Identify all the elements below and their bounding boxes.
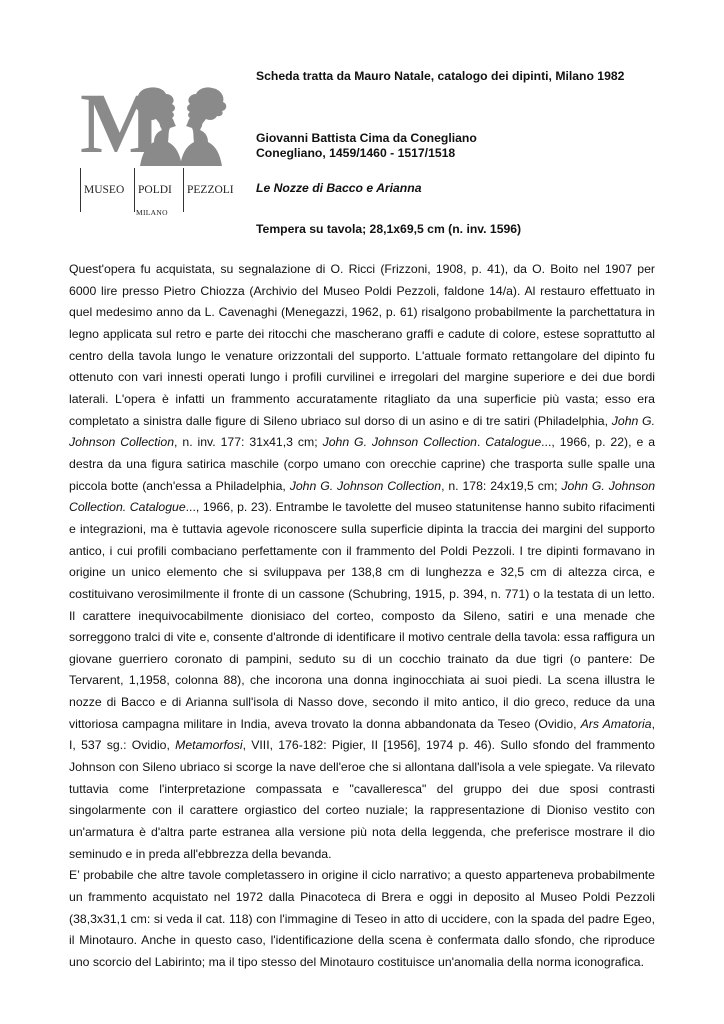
logo-word-museo: MUSEO [80,168,124,212]
artwork-title [256,181,421,197]
museum-logo [80,75,240,224]
logo-city: MILANO [136,208,168,217]
text-run: ..., 1966, p. 23). Entrambe le tavolette del museo statunitense hanno subito rifacimenti e integrazioni, ma è tuttavia agevole riconoscere sulla superficie dipinta la traccia dei margini del supporto antico, i cui profili combaciano perfettamente con il frammento del Poldi Pezzoli. I tre dipinti formavano in origine un unico elemento che si sviluppava per 138,8 cm di lunghezza e 32,5 cm di altezza circa, e costituivano verosimilmente il fronte di un cassone (Schubring, 1915, p. 394, n. 771) o la testata di un letto. Il carattere inequivocabilmente dionisiaco del corteo, composto da Sileno, satiri e una menade che sorreggono tralci di vite e, consente d'altronde di identificare il motivo centrale della tavola: essa raffigura un giovane guerriero coronato di pampini, seduto su di un cocchio trainato da due tigri (o pantere: De Tervarent, 1,1958, colonna 88), che incorona una donna inginocchiata ai suoi piedi. La scena illustra le nozze di Bacco e di Arianna sull'isola di Nasso dove, secondo il mito antico, il dio greco, reduce da una vittoriosa campagna militare in India, aveva trovato la donna abbandonata da Teseo (Ovidio, [69,500,655,731]
text-run: , VIII, 176-182: Pigier, II [1956], 1974 p. 46). Sullo sfondo del frammento Johnson con Sileno ubriaco si scorge la nave dell'eroe che si allontana dall'isola a vele spiegate. Va rilevato tuttavia come l'interpretazione compassata e "cavalleresca" del gruppo dei due sposi contrasti singolarmente con il carattere orgiastico del corteo nuziale; la rappresentazione di Dioniso vestito con un'armatura è d'altra parte estranea alla versione più nota della leggenda, che preferisce mostrare il dio seminudo e in preda all'ebbrezza della bevanda. [69,738,655,861]
profile-silhouettes-icon [132,86,232,168]
italic-run: Metamorfosi [175,738,243,753]
paragraph-2: E’ probabile che altre tavole completassero in origine il ciclo narrativo; a questo apparteneva probabilmente un frammento acquistato nel 1972 dalla Pinacoteca di Brera e oggi in deposito al Museo Poldi Pezzoli (38,3x31,1 cm: si veda il cat. 118) con l'immagine di Teseo in atto di uccidere, con la spada del padre Egeo, il Minotauro. Anche in questo caso, l'identificazione della scena è confermata dallo sfondo, che riproduce uno scorcio del Labirinto; ma il tipo stesso del Minotauro costituisce un'anomalia della norma iconografica. [69,868,655,969]
text-run: Quest'opera fu acquistata, su segnalazione di O. Ricci (Frizzoni, 1908, p. 41), da O. Boito nel 1907 per 6000 lire presso Pietro Chiozza (Archivio del Museo Poldi Pezzoli, faldone 14/a). Al restauro effettuato in quel medesimo anno da L. Cavenaghi (Menegazzi, 1962, p. 61) risalgono probabilmente la parchettatura in legno applicata sul retro e parte dei ritocchi che mascherano graffi e cadute di colore, estese soprattutto al centro della tavola lungo le venature orizzontali del supporto. L'attuale formato rettangolare del dipinto fu ottenuto con vari innesti operati lungo i profili curvilinei e irregolari del margine superiore e dei due bordi laterali. L'opera è infatti un frammento accuratamente ritagliato da una superficie più vasta; esso era completato a sinistra dalle figure di Sileno ubriaco sul dorso di un asino e di tre satiri (Philadelphia, [69,262,655,428]
text-run: . [476,435,486,450]
logo-word-poldi: POLDI [134,168,172,212]
text-run: , n. inv. 177: 31x41,3 cm; [174,435,323,450]
artwork-medium: Tempera su tavola; 28,1x69,5 cm (n. inv. 1596) [256,222,522,236]
logo-word-pezzoli: PEZZOLI [183,168,234,212]
source-note: Scheda tratta da Mauro Natale, catalogo dei dipinti, Milano 1982 [256,69,625,83]
text-run: ..., 1966, p. 22), e a destra da una figura satirica maschile (corpo umano con orecchie caprine) che trasporta sulle spalle una piccola botte (anch'essa a Philadelphia, [69,435,656,493]
italic-run: John G. Johnson Collection [69,413,655,450]
italic-run: John G. Johnson Collection [322,435,477,450]
artist-name: Giovanni Battista Cima da Conegliano [256,131,477,145]
italic-run: Catalogue [485,435,542,450]
italic-run: Ars Amatoria [580,716,652,731]
artist-dates: Conegliano, 1459/1460 - 1517/1518 [256,146,456,160]
logo-letter: M [80,75,160,171]
italic-run: John G. Johnson Collection [289,478,442,493]
logo-wordmark [80,182,240,200]
artwork-title-text: Le Nozze di Bacco e Arianna [256,181,422,195]
text-run: , n. 178: 24x19,5 cm; [441,478,562,493]
catalogue-entry-body [69,259,655,974]
italic-run: John G. Johnson Collection. Catalogue [69,478,656,515]
paragraph-1 [69,259,655,865]
text-run: , I, 537 sg.: Ovidio, [69,716,656,753]
